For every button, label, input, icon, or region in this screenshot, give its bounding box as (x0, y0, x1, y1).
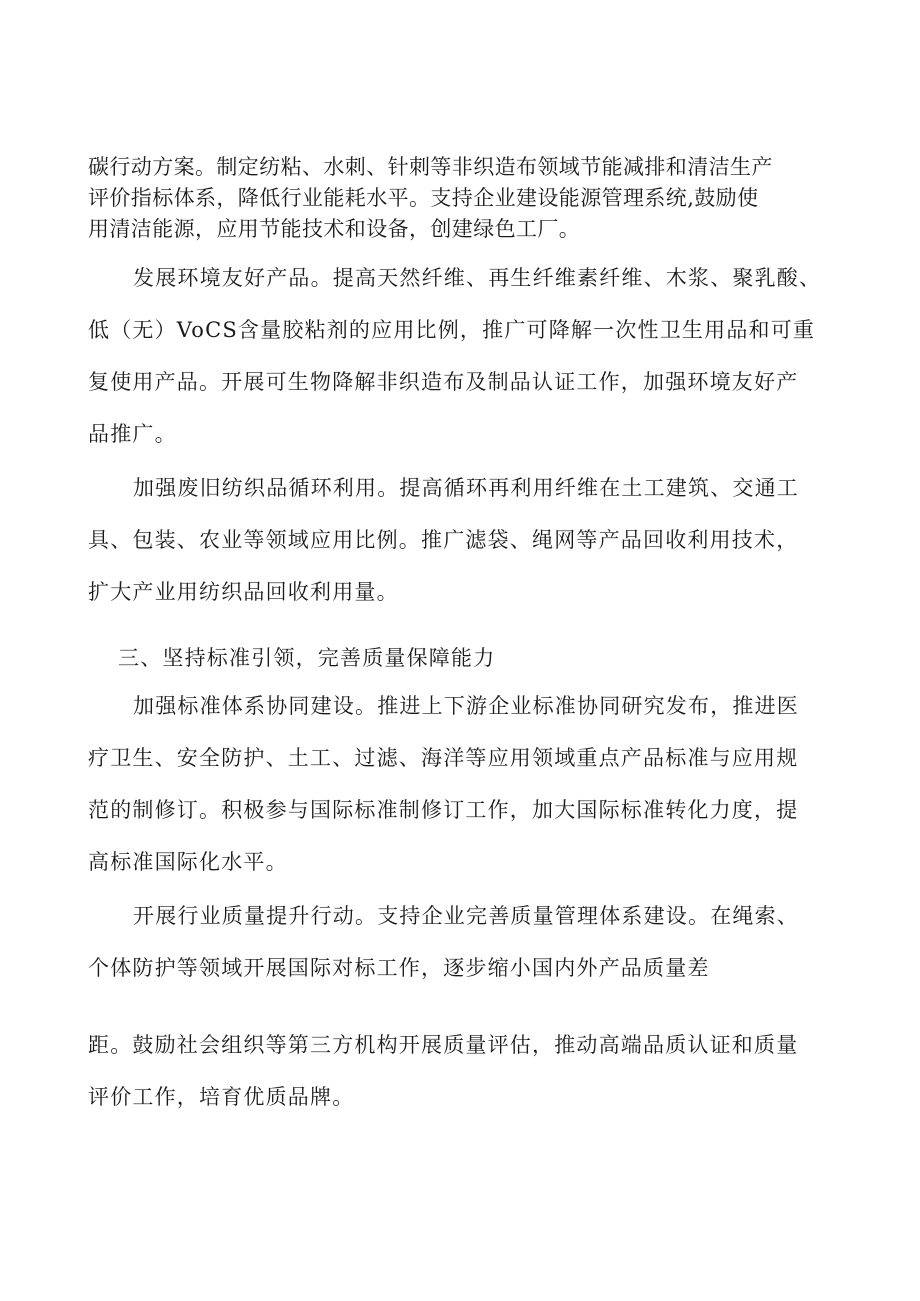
paragraph-line: 加强废旧纺织品循环利用。提高循环再利用纤维在土工建筑、交通工 (133, 476, 799, 500)
paragraph-line: 具、包装、农业等领域应用比例。推广滤袋、绳网等产品回收利用技术， (88, 528, 799, 552)
paragraph-line: 评价工作，培育优质品牌。 (88, 1085, 355, 1109)
paragraph-line: 用清洁能源，应用节能技术和设备，创建绿色工厂。 (88, 217, 581, 241)
paragraph-line: 加强标准体系协同建设。推进上下游企业标准协同研究发布，推进医 (133, 694, 799, 718)
paragraph-line: 高标准国际化水平。 (88, 850, 288, 874)
paragraph-line: 疗卫生、安全防护、土工、过滤、海洋等应用领域重点产品标准与应用规 (88, 746, 799, 770)
paragraph-line: 品推广。 (88, 422, 177, 446)
paragraph-line: 低（无）VoCS含量胶粘剂的应用比例，推广可降解一次性卫生用品和可重 (88, 318, 816, 342)
paragraph-line: 距。鼓励社会组织等第三方机构开展质量评估，推动高端品质认证和质量 (88, 1033, 799, 1057)
paragraph-line: 开展行业质量提升行动。支持企业完善质量管理体系建设。在绳索、 (133, 904, 799, 928)
paragraph-line: 评价指标体系，降低行业能耗水平。支持企业建设能源管理系统,鼓励使 (88, 186, 759, 210)
paragraph-line: 碳行动方案。制定纺粘、水刺、针刺等非织造布领域节能减排和清洁生产 (88, 155, 773, 179)
paragraph-line: 范的制修订。积极参与国际标准制修订工作，加大国际标准转化力度，提 (88, 798, 799, 822)
paragraph-line: 个体防护等领域开展国际对标工作，逐步缩小国内外产品质量差 (88, 956, 710, 980)
paragraph-line: 扩大产业用纺织品回收利用量。 (88, 580, 399, 604)
paragraph-line: 发展环境友好产品。提高天然纤维、再生纤维素纤维、木浆、聚乳酸、 (133, 266, 822, 290)
section-heading: 三、坚持标准引领，完善质量保障能力 (118, 646, 496, 670)
paragraph-line: 复使用产品。开展可生物降解非织造布及制品认证工作，加强环境友好产 (88, 370, 799, 394)
